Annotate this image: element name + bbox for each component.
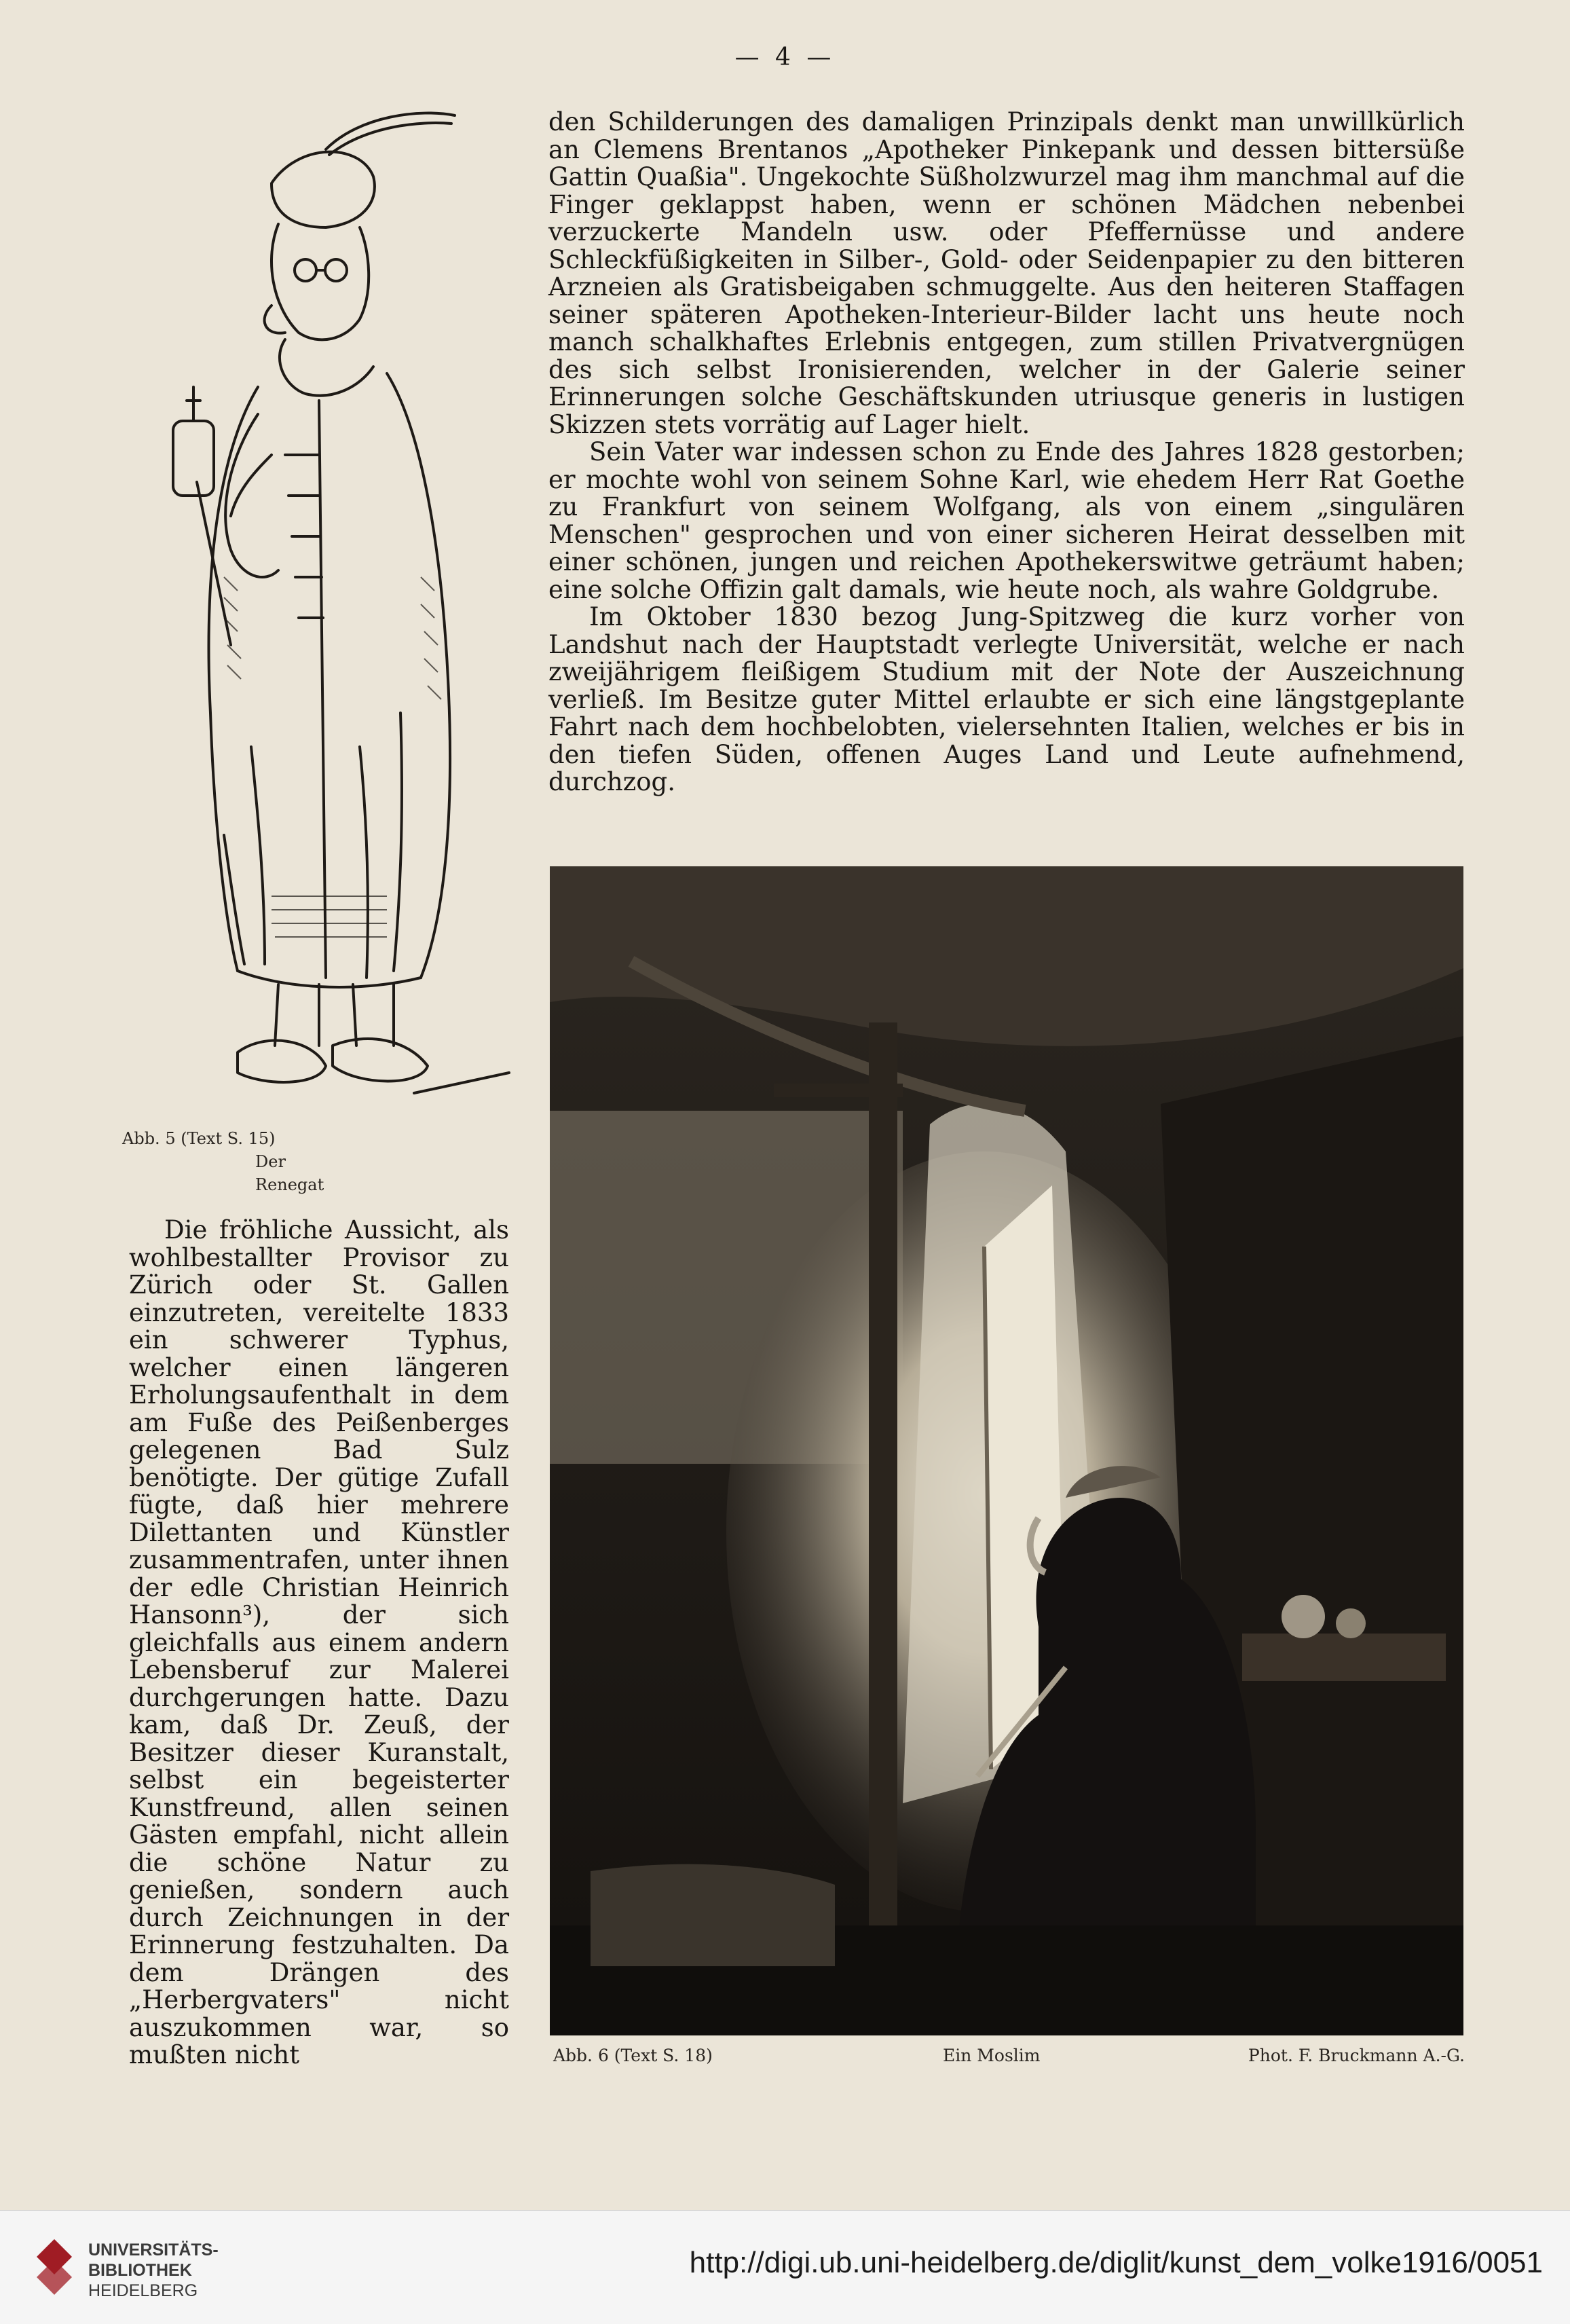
library-name-line3: HEIDELBERG <box>88 2281 198 2300</box>
figure-6-caption-ref: Abb. 6 (Text S. 18) <box>553 2046 713 2065</box>
figure-5-caption-title: Der Renegat <box>255 1152 324 1194</box>
figure-5-caption <box>122 1127 353 1196</box>
right-column-text <box>548 109 1465 796</box>
paragraph: Sein Vater war indessen schon zu Ende des Jahres 1828 gestorben; er mochte wohl von seinem Sohne Karl, wie ehedem Herr Rat Goethe zu Frankfurt von seinem Wolfgang, als von einem „singulären Menschen" gesprochen und von einer sicheren Heirat desselben mit einer schönen, jungen und reichen Apothekerswitwe geträumt haben; eine solche Offizin galt damals, wie heute noch, als wahre Goldgrube. <box>548 437 1465 604</box>
paragraph: Im Oktober 1830 bezog Jung-Spitzweg die kurz vorher von Landshut nach der Hauptstadt verlegte Universität, welche er nach zweijährigem fleißigem Studium mit der Note der Auszeichnung verließ. Im Besitze guter Mittel erlaubte er sich eine längstgeplante Fahrt nach dem hochbelobten, vielersehnten Italien, welches er bis in den tiefen Süden, offenen Auges Land und Leute aufnehmend, durchzog. <box>548 602 1465 796</box>
page-number: — 4 — <box>734 43 836 71</box>
figure-6-caption-title: Ein Moslim <box>943 2046 1041 2065</box>
paragraph: Die fröhliche Aussicht, als wohlbestallter Provisor zu Zürich oder St. Gallen einzutreten, vereitelte 1833 ein schwerer Typhus, welcher einen längeren Erholungsaufenthalt in dem am Fuße des Peißenberges gelegenen Bad Sulz benötigte. Der gütige Zufall fügte, daß hier mehrere Dilettanten und Künstler zusammentrafen, unter ihnen der edle Christian Heinrich Hansonn³), der sich gleichfalls aus einem andern Lebensberuf zur Malerei durchgerungen hatte. Dazu kam, daß Dr. Zeuß, der Besitzer dieser Kuranstalt, selbst ein begeisterter Kunstfreund, allen seinen Gästen empfahl, nicht allein die schöne Natur zu genießen, sondern auch durch Zeichnungen in der Erinnerung festzuhalten. Da dem Drängen des „Herbergvaters" nicht auszukommen war, so mußten nicht <box>129 1215 509 2069</box>
library-name-line2: BIBLIOTHEK <box>88 2261 192 2280</box>
source-url-link[interactable]: http://digi.ub.uni-heidelberg.de/diglit/kunst_dem_volke1916/0051 <box>689 2246 1543 2279</box>
left-column-text <box>129 1217 509 2069</box>
heidelberg-library-logo-icon <box>34 2236 75 2298</box>
figure-6-caption <box>553 2046 1465 2073</box>
figure-6-photo <box>550 866 1463 2035</box>
library-name <box>88 2240 219 2301</box>
figure-5-drawing <box>102 102 516 1120</box>
paragraph: den Schilderungen des damaligen Prinzipals denkt man unwillkürlich an Clemens Brentanos „Apotheker Pinkepank und dessen bittersüße Gattin Quaßia". Ungekochte Süßholzwurzel mag ihm manchmal auf die Finger geklappst haben, wenn er schönen Mädchen nebenbei verzuckerte Mandeln usw. oder Pfeffernüsse und andere Schleckfüßigkeiten in Silber-, Gold- oder Seidenpapier zu den bitteren Arzneien als Gratisbeigaben schmuggelte. Aus den heiteren Staffagen seiner späteren Apotheken-Interieur-Bilder lacht uns heute noch manch schalkhaftes Erlebnis entgegen, zum stillen Privatvergnügen des sich selbst Ironisierenden, welcher in der Galerie seiner Erinnerungen solche Geschäftskunden utriusque generis in lustigen Skizzen stets vorrätig auf Lager hielt. <box>548 107 1465 439</box>
figure-6-photo-credit: Phot. F. Bruckmann A.-G. <box>1248 2046 1465 2065</box>
figure-5-caption-ref: Abb. 5 (Text S. 15) <box>122 1129 276 1148</box>
library-name-line1: UNIVERSITÄTS- <box>88 2240 219 2260</box>
viewer-footer <box>0 2210 1570 2324</box>
